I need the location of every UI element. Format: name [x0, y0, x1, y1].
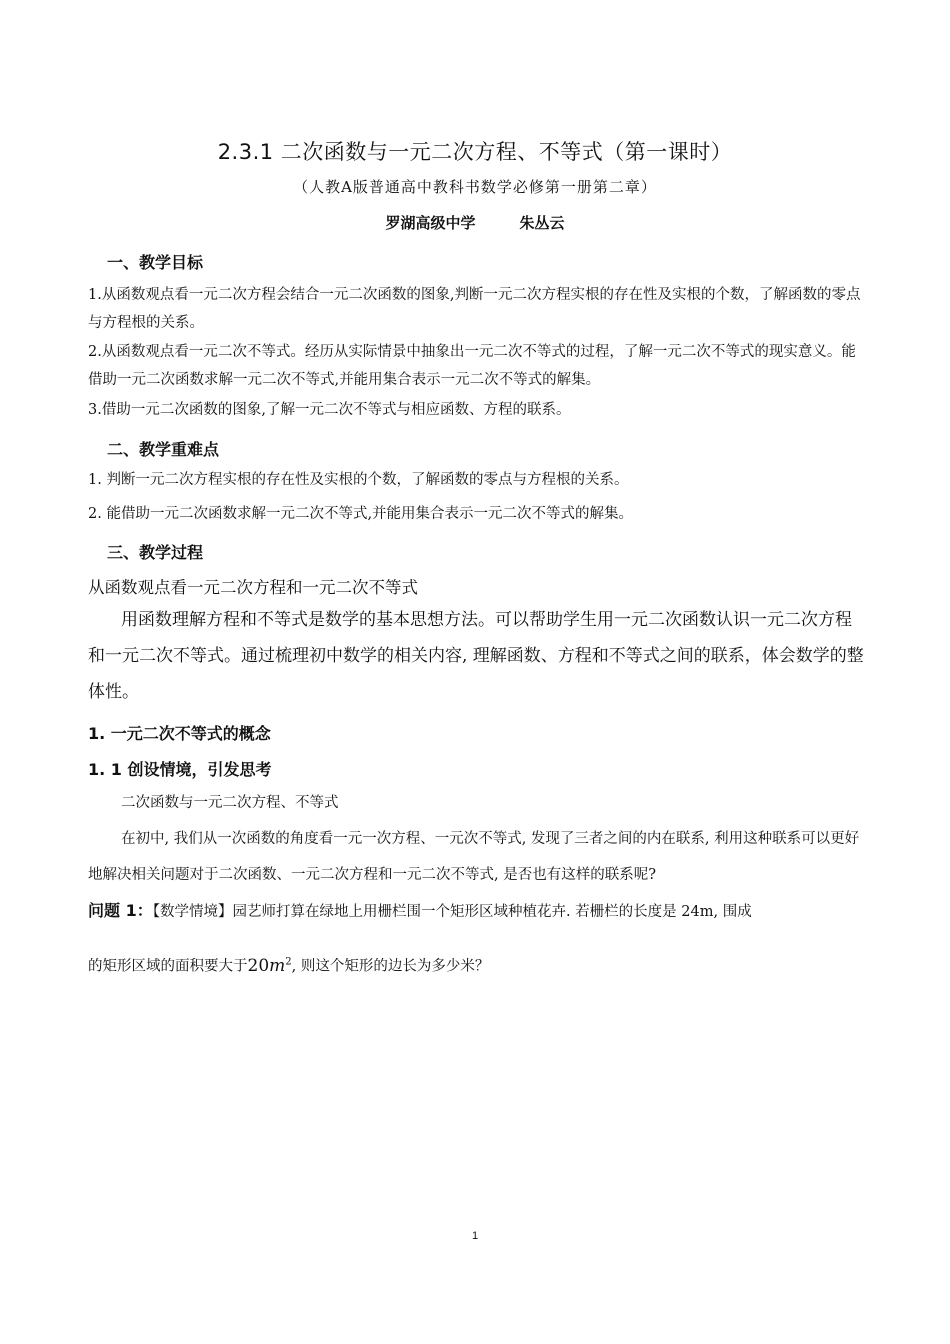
document-subtitle: （人教A版普通高中教科书数学必修第一册第二章）: [293, 178, 657, 196]
topic-line: 二次函数与一元二次方程、不等式: [121, 795, 339, 811]
author-line: [0, 212, 950, 233]
process-heading: 三、教学过程: [107, 543, 204, 562]
goal-item-3: 3.借助一元二次函数的图象,了解一元二次不等式与相应函数、方程的联系。: [88, 402, 571, 418]
subsection-concept: 1. 一元二次不等式的概念: [88, 724, 271, 743]
area-formula: [248, 956, 292, 976]
process-intro-heading: 从函数观点看一元二次方程和一元二次不等式: [88, 578, 418, 597]
process-intro-text: 用函数理解方程和不等式是数学的基本思想方法。可以帮助学生用一元二次函数认识一元二次方程和一元二次不等式。通过梳理初中数学的相关内容, 理解函数、方程和不等式之间的联系，体会数学的整体性。: [88, 610, 864, 702]
key-point-item-2: 2. 能借助一元二次函数求解一元二次不等式,并能用集合表示一元二次不等式的解集。: [88, 506, 634, 522]
problem-1-continued: [88, 948, 868, 981]
area-number: 20: [247, 955, 270, 976]
teacher-name: 朱丛云: [519, 214, 565, 232]
problem-text-line-3: , 则这个矩形的边长为多少米？: [291, 958, 490, 975]
key-points-heading: 二、教学重难点: [107, 440, 220, 459]
problem-1: [88, 897, 868, 926]
problem-text-line-1: 【数学情境】园艺师打算在绿地上用栅栏围一个矩形区域种植花卉. 若栅栏的长度是 24m, 围成: [152, 904, 752, 920]
topic-paragraph: 在初中, 我们从一次函数的角度看一元一次方程、一元次不等式, 发现了三者之间的内在联系, 利用这种联系可以更好地解决相关问题对于二次函数、一元二次方程和一元二次不等式, 是否也有这样的联系呢?: [88, 831, 860, 883]
document-title: 2.3.1 二次函数与一元二次方程、不等式（第一课时）: [217, 140, 733, 164]
problem-label: 问题 1：: [88, 901, 153, 920]
goals-heading: 一、教学目标: [107, 253, 204, 272]
page-number: 1: [471, 1230, 479, 1242]
goal-item-2: 2.从函数观点看一元二次不等式。经历从实际情景中抽象出一元二次不等式的过程，了解一元二次不等式的现实意义。能借助一元二次函数求解一元二次不等式,并能用集合表示一元二次不等式的解集。: [88, 344, 856, 388]
area-exponent: 2: [285, 956, 292, 967]
subsection-scenario: 1. 1 创设情境，引发思考: [88, 760, 272, 779]
area-unit: m: [269, 955, 286, 976]
problem-text-line-2: 的矩形区域的面积要大于: [88, 958, 248, 975]
key-point-item-1: 1. 判断一元二次方程实根的存在性及实根的个数，了解函数的零点与方程根的关系。: [88, 472, 629, 488]
school-name: 罗湖高级中学: [385, 214, 476, 232]
goal-item-1: 1.从函数观点看一元二次方程会结合一元二次函数的图象,判断一元二次方程实根的存在性及实根的个数，了解函数的零点与方程根的关系。: [88, 287, 861, 331]
